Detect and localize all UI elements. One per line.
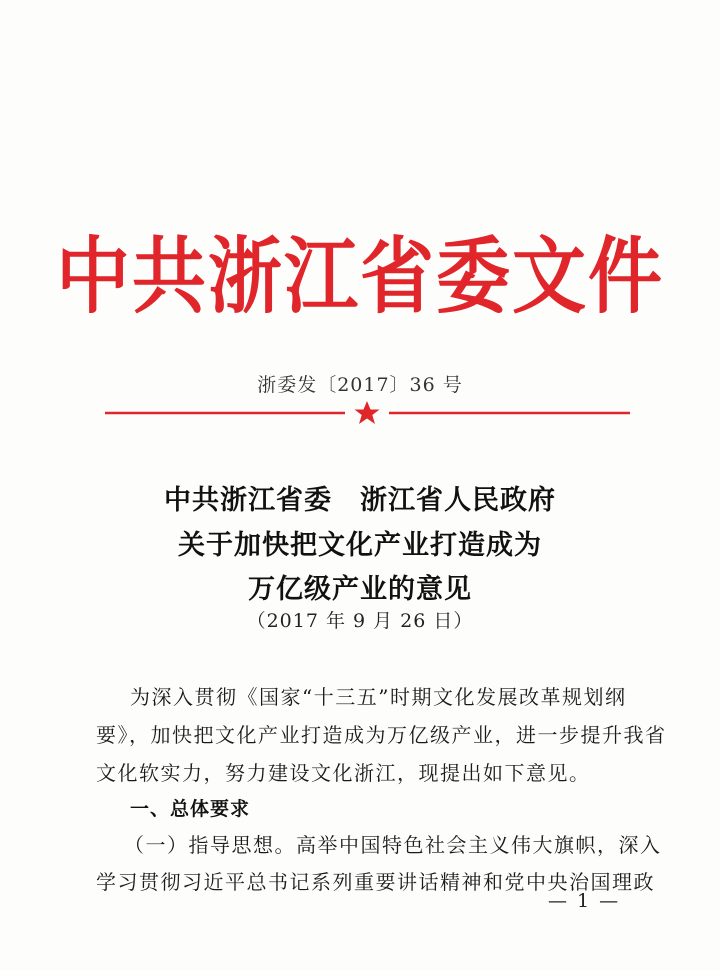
document-number: 浙委发〔2017〕36 号 bbox=[257, 374, 463, 396]
section-heading: 一、总体要求 bbox=[130, 798, 251, 820]
body-line-1: 为深入贯彻《国家“十三五”时期文化发展改革规划纲 bbox=[130, 685, 627, 709]
section-line-1: （一）指导思想。高举中国特色社会主义伟大旗帜，深入 bbox=[124, 833, 662, 857]
body-line-3: 文化软实力，努力建设文化浙江，现提出如下意见。 bbox=[96, 761, 591, 785]
masthead-title: 中共浙江省委文件 bbox=[56, 228, 664, 326]
title-line-2: 关于加快把文化产业打造成为 bbox=[178, 530, 542, 561]
title-line-1: 中共浙江省委 浙江省人民政府 bbox=[164, 485, 556, 516]
title-line-3: 万亿级产业的意见 bbox=[248, 574, 472, 605]
red-divider bbox=[105, 398, 630, 428]
issue-date: （2017 年 9 月 26 日） bbox=[246, 610, 474, 632]
page-number: — 1 — bbox=[548, 890, 621, 912]
star-icon bbox=[355, 401, 380, 424]
body-line-2: 要》，加快把文化产业打造成为万亿级产业，进一步提升我省 bbox=[96, 723, 667, 747]
section-line-2: 学习贯彻习近平总书记系列重要讲话精神和党中央治国理政 bbox=[96, 870, 655, 894]
